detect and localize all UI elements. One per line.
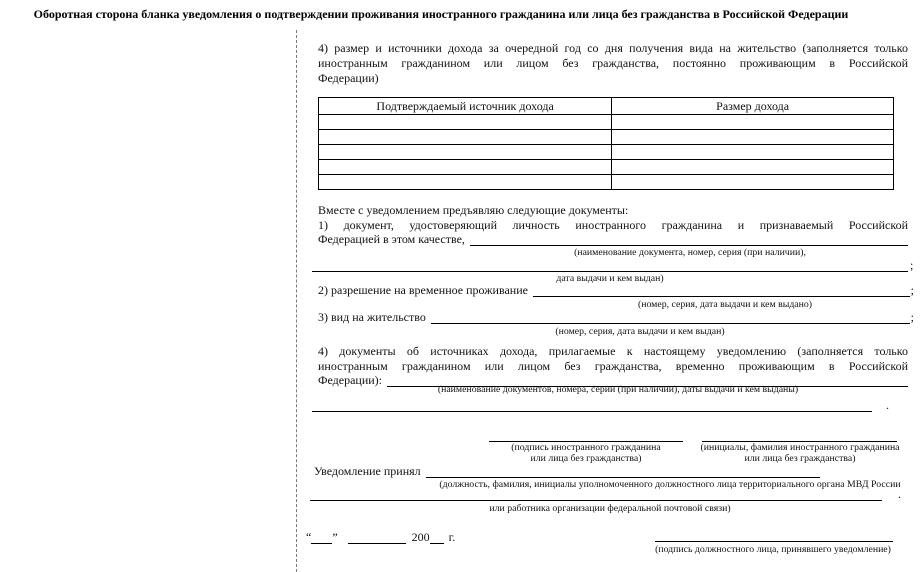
item3-semicolon: ; [910,310,914,324]
date-line [306,530,466,544]
item1-semicolon: ; [910,258,914,272]
income-cell-amount[interactable] [612,175,894,190]
income-documents-caption: (наименование документов, номера, серии (при наличии), даты выдачи и кем выданы) [437,384,799,395]
official-name-field-continued[interactable] [310,487,882,501]
income-paragraph-line3: Федерации) [318,71,379,85]
identity-document-caption-2: дата выдачи и кем выдан) [556,273,664,284]
documents-intro: Вместе с уведомлением предъявляю следующие документы: [318,203,629,217]
document-item1-line2-label: Федерацией в этом качестве, [318,232,465,246]
foreign-citizen-name-caption-line1: (инициалы, фамилия иностранного гражданина [700,442,900,453]
official-signature-caption: (подпись должностного лица, принявшего уведомление) [655,544,891,555]
income-table-empty-row [319,130,894,145]
item2-semicolon: ; [910,283,914,297]
close-quote: ” [332,530,338,544]
income-table-empty-row [319,115,894,130]
foreign-citizen-name-caption-line2: или лица без гражданства) [744,452,856,464]
foreign-citizen-signature-line[interactable] [489,428,683,442]
document-item2-label: 2) разрешение на временное проживание [318,283,528,297]
document-item2-line [318,282,914,297]
official-name-field[interactable] [426,462,820,478]
notification-accepted-label: Уведомление принял [314,464,421,478]
official-signature-line[interactable] [655,528,893,542]
document-item3-label: 3) вид на жительство [318,310,426,324]
document-item4-line1: 4) документы об источниках дохода, прилагаемые к настоящему уведомлению (заполняется только [318,344,908,358]
day-field[interactable] [311,530,332,544]
income-cell-source[interactable] [319,115,612,130]
identity-document-caption-1: (наименование документа, номер, серия (при наличии), [574,247,806,258]
income-cell-source[interactable] [319,145,612,160]
temporary-residence-caption: (номер, серия, дата выдачи и кем выдано) [637,299,813,310]
income-paragraph-line1: 4) размер и источники дохода за очередной год со дня получения вида на жительство (заполняется только [318,41,908,55]
income-table-empty-row [319,160,894,175]
income-paragraph-line2: иностранным гражданином или лицом без гражданства, постоянно проживающим в Российской [318,56,908,70]
income-cell-source[interactable] [319,160,612,175]
document-item1-line1: 1) документ, удостоверяющий личность иностранного гражданина и признаваемый Российской [318,218,908,232]
foreign-citizen-signature-caption-line2: или лица без гражданства) [530,452,642,464]
residence-permit-caption: (номер, серия, дата выдачи и кем выдан) [555,326,725,337]
income-cell-source[interactable] [319,130,612,145]
open-quote: “ [306,530,312,544]
official-caption-line2: или работника организации федеральной почтовой связи) [489,503,731,514]
document-item3-line [318,309,914,324]
document-item4-line3-label: Федерации): [318,373,383,387]
month-field[interactable] [348,530,406,544]
income-table-header-row [319,98,894,115]
temporary-residence-permit-field[interactable] [533,282,910,297]
income-table-empty-row [319,175,894,190]
item4-period: . [886,398,889,412]
document-item4-line2: иностранным гражданином или лицом без гражданства, временно проживающим в Российской [318,359,908,373]
year-prefix: 200 [411,530,430,544]
income-table-header-source: Подтверждаемый источник дохода [319,98,612,115]
cut-fold-dashed-line [296,30,297,572]
income-cell-amount[interactable] [612,130,894,145]
income-table [318,97,894,190]
income-table-header-amount: Размер дохода [612,98,894,115]
acceptance-period: . [898,487,901,501]
year-field[interactable] [430,530,444,544]
official-caption-line1: (должность, фамилия, инициалы уполномоченного должностного лица территориального органа МВД России [439,479,901,490]
document-item1-line2 [318,231,908,246]
income-cell-amount[interactable] [612,160,894,175]
residence-permit-field[interactable] [431,309,910,324]
income-cell-amount[interactable] [612,115,894,130]
income-table-empty-row [319,145,894,160]
identity-document-field[interactable] [470,231,908,246]
foreign-citizen-signature-caption [455,443,717,464]
foreign-citizen-signature-caption-line1: (подпись иностранного гражданина [511,442,661,453]
notification-accepted-line [314,462,820,478]
income-cell-amount[interactable] [612,145,894,160]
income-table-body [319,115,894,190]
page-title: Оборотная сторона бланка уведомления о подтверждении проживания иностранного гражданина или лица без гражданства в Российской Федерации [33,7,849,21]
foreign-citizen-name-line[interactable] [702,428,897,442]
identity-document-field-continued[interactable] [312,258,908,272]
income-cell-source[interactable] [319,175,612,190]
year-suffix: г. [448,530,456,544]
income-documents-field-continued[interactable] [312,398,872,412]
foreign-citizen-name-caption [680,443,920,464]
